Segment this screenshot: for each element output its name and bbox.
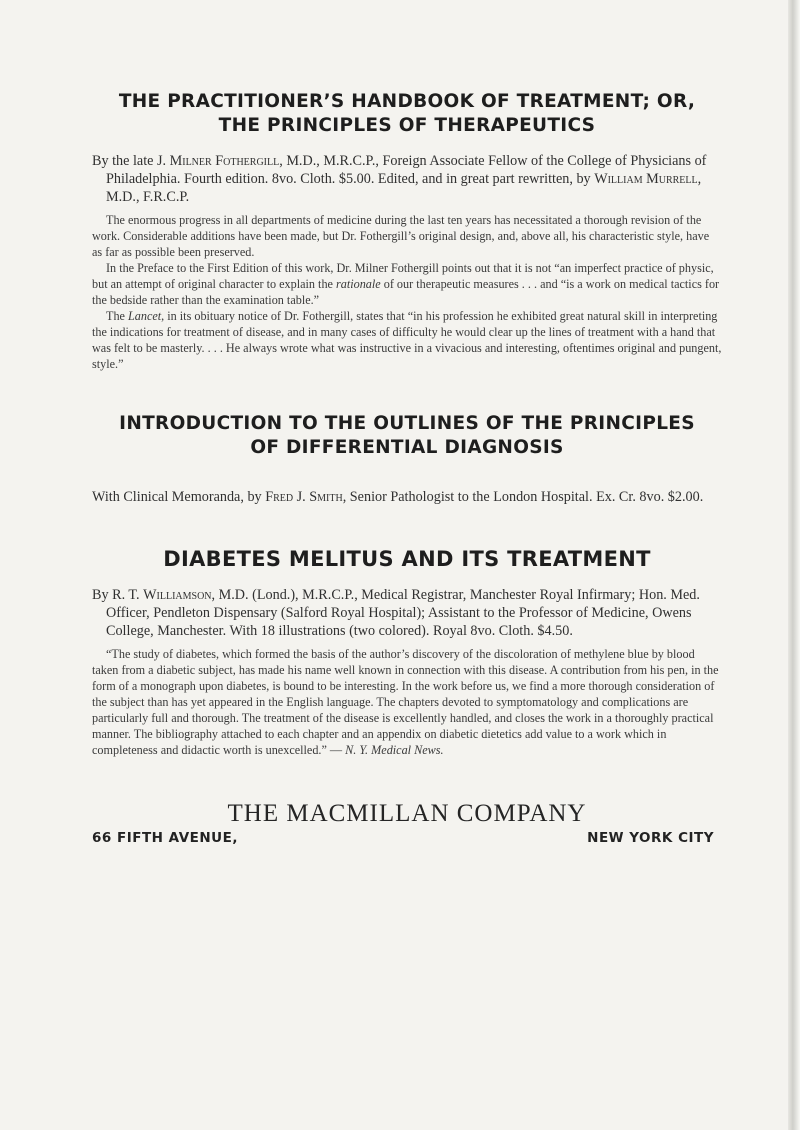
book3-entry: By R. T. Williamson, M.D. (Lond.), M.R.C.P., Medical Registrar, Manchester Royal Infirmary; Hon. Med. Officer, Pendleton Dispensary (Salford Royal Hospital); Assistant to the Professor of Medicine, Owens College, Manchester. With 18 illustrations (two colored). Royal 8vo. Cloth. $4.50. bbox=[92, 587, 700, 639]
book2-title-line2: OF DIFFERENTIAL DIAGNOSIS bbox=[250, 437, 564, 458]
book2-entry: With Clinical Memoranda, by Fred J. Smith, Senior Pathologist to the London Hospital. Ex. Cr. 8vo. $2.00. bbox=[92, 489, 704, 505]
publisher-city: NEW YORK CITY bbox=[587, 830, 714, 846]
book1-note-3: The Lancet, in its obituary notice of Dr. Fothergill, states that “in his profession he exhibited great natural skill in interpreting the indications for treatment of disease, and in many cases of difficulty he would clear up the lines of treatment with a hand that was felt to be masterly. . . . He always wrote what was instructive in a vivacious and interesting, oftentimes original and pungent, style.” bbox=[92, 309, 722, 371]
publisher-address bbox=[92, 830, 722, 846]
book3-title: DIABETES MELITUS AND ITS TREATMENT bbox=[163, 547, 651, 571]
book1-title-line1: THE PRACTITIONER’S HANDBOOK OF TREATMENT; OR, bbox=[118, 91, 696, 112]
book1-note-2: In the Preface to the First Edition of this work, Dr. Milner Fothergill points out that it is not “an imperfect practice of physic, but an attempt of original character to explain the rationale of our therapeutic measures . . . and “is a work on medical tactics for the bedside rather than the examination table.” bbox=[92, 261, 720, 307]
advertisement-page bbox=[92, 90, 722, 846]
publisher-name: THE MACMILLAN COMPANY bbox=[227, 800, 587, 827]
book1-note-1: The enormous progress in all departments of medicine during the last ten years has necessitated a thorough revision of the work. Considerable additions have been made, but Dr. Fothergill’s original design, and, above all, his characteristic style, have as far as possible been preserved. bbox=[92, 213, 710, 259]
book3-review: “The study of diabetes, which formed the basis of the author’s discovery of the discoloration of methylene blue by blood taken from a diabetic subject, has made his name well known in connection with this disease. A contribution from his pen, in the form of a monograph upon diabetes, is bound to be interesting. In the work before us, we find a more thorough consideration of the subject than has yet appeared in the English language. The chapters devoted to symptomatology and complications are particularly full and thorough. The treatment of the disease is excellently handled, and closes the work in a thoroughly practical manner. The bibliography attached to each chapter and an appendix on diabetic dietetics add value to a work which in completeness and didactic worth is unexcelled.” — N. Y. Medical News. bbox=[92, 647, 719, 757]
book-spine-edge bbox=[788, 0, 800, 1130]
publisher-street: 66 FIFTH AVENUE, bbox=[92, 830, 238, 846]
book1-entry: By the late J. Milner Fothergill, M.D., M.R.C.P., Foreign Associate Fellow of the College of Physicians of Philadelphia. Fourth edition. 8vo. Cloth. $5.00. Edited, and in great part rewritten, by William Murrell, M.D., F.R.C.P. bbox=[92, 153, 707, 205]
book1-title-line2: THE PRINCIPLES OF THERAPEUTICS bbox=[218, 115, 596, 136]
book2-title-line1: INTRODUCTION TO THE OUTLINES OF THE PRINCIPLES bbox=[119, 413, 695, 434]
